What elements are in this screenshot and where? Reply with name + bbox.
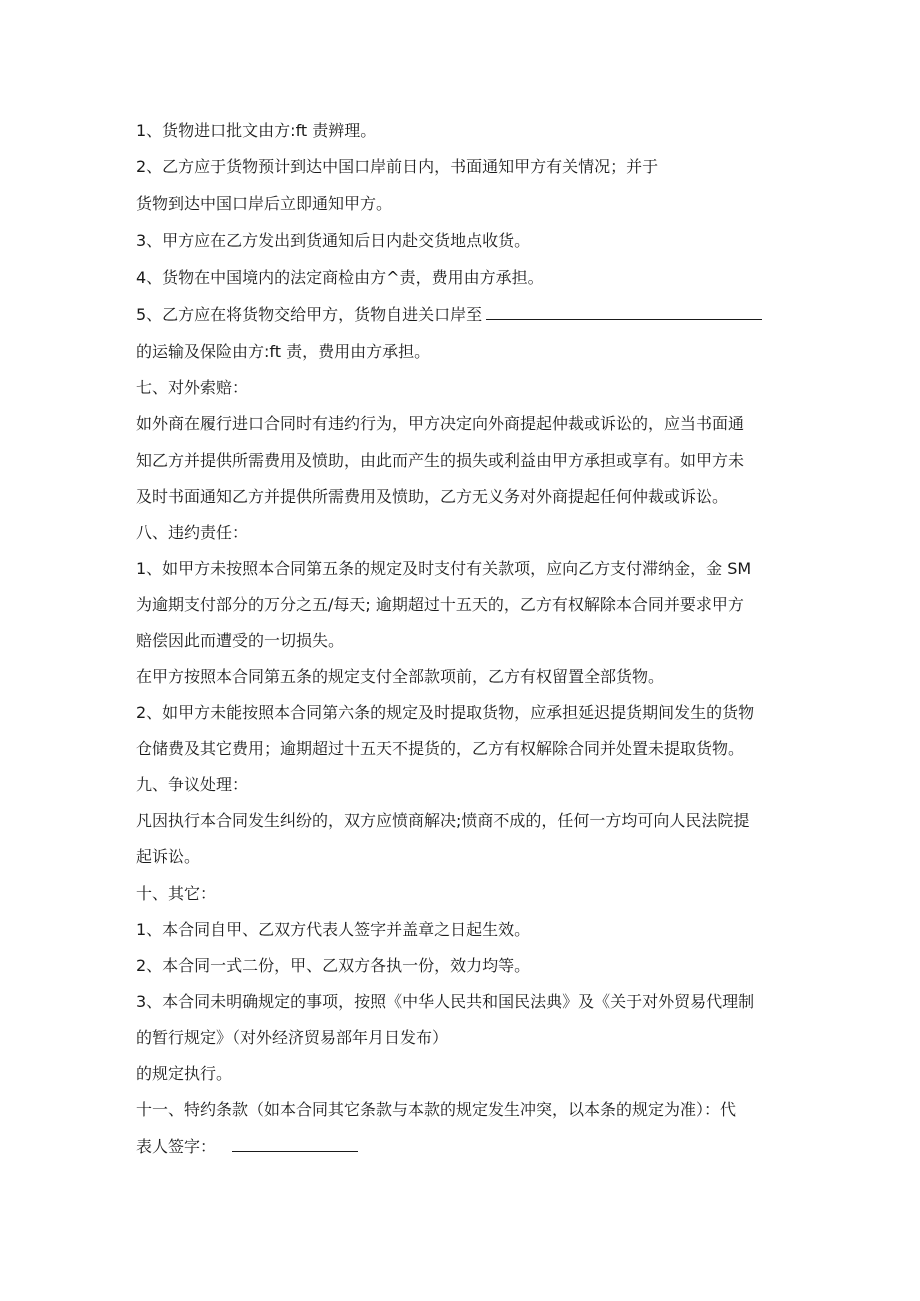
paragraph-line: 如外商在履行进口合同时有违约行为，甲方决定向外商提起仲裁或诉讼的，应当书面通 <box>136 414 745 433</box>
clause-7-item-2-cont: 货物到达中国口岸后立即通知甲方。 <box>136 194 393 213</box>
section-heading-11: 十一、特约条款（如本合同其它条款与本款的规定发生冲突，以本条的规定为准）：代 <box>136 1100 737 1119</box>
paragraph-line: 凡因执行本合同发生纠纷的，双方应愤商解决;愤商不成的，任何一方均可向人民法院提 <box>136 811 750 830</box>
blank-line <box>486 305 762 320</box>
clause-7-item-2: 2、乙方应于货物预计到达中国口岸前日内，书面通知甲方有关情况；并于 <box>136 157 659 176</box>
paragraph-line: 的暂行规定》（对外经济贸易部年月日发布） <box>136 1028 449 1047</box>
paragraph-line: 为逾期支付部分的万分之五/每天; 逾期超过十五天的，乙方有权解除本合同并要求甲方 <box>136 595 744 614</box>
clause-7-item-4: 4、货物在中国境内的法定商检由方^责，费用由方承担。 <box>136 268 544 287</box>
clause-7-item-5-cont: 的运输及保险由方:ft 责，费用由方承担。 <box>136 342 431 361</box>
paragraph-line: 的规定执行。 <box>136 1064 233 1083</box>
paragraph-line: 及时书面通知乙方并提供所需费用及愤助，乙方无义务对外商提起任何仲裁或诉讼。 <box>136 487 729 506</box>
section-heading-8: 八、违约责任： <box>136 523 249 542</box>
paragraph-line: 在甲方按照本合同第五条的规定支付全部款项前，乙方有权留置全部货物。 <box>136 667 665 686</box>
clause-7-item-5: 5、乙方应在将货物交给甲方，货物自进关口岸至 <box>136 304 762 326</box>
signature-line: 表人签字： <box>136 1136 358 1158</box>
signature-blank <box>232 1137 358 1152</box>
paragraph-line: 2、如甲方未能按照本合同第六条的规定及时提取货物，应承担延迟提货期间发生的货物 <box>136 703 755 722</box>
section-heading-9: 九、争议处理： <box>136 775 249 794</box>
paragraph-line: 仓储费及其它费用；逾期超过十五天不提货的，乙方有权解除合同并处置未提取货物。 <box>136 739 745 758</box>
paragraph-line: 起诉讼。 <box>136 847 201 866</box>
paragraph-line: 2、本合同一式二份，甲、乙双方各执一份，效力均等。 <box>136 956 531 975</box>
paragraph-line: 1、如甲方未按照本合同第五条的规定及时支付有关款项，应向乙方支付滞纳金，金 SM <box>136 559 752 578</box>
paragraph-line: 1、本合同自甲、乙双方代表人签字并盖章之日起生效。 <box>136 920 531 939</box>
paragraph-line: 3、本合同未明确规定的事项，按照《中华人民共和国民法典》及《关于对外贸易代理制 <box>136 992 755 1011</box>
clause-7-item-3: 3、甲方应在乙方发出到货通知后日内赴交货地点收货。 <box>136 231 531 250</box>
section-heading-10: 十、其它： <box>136 884 217 903</box>
section-heading-7: 七、对外索赔： <box>136 378 249 397</box>
paragraph-line: 知乙方并提供所需费用及愤助，由此而产生的损失或利益由甲方承担或享有。如甲方未 <box>136 451 745 470</box>
paragraph-line: 赔偿因此而遭受的一切损失。 <box>136 631 345 650</box>
clause-7-item-1: 1、货物进口批文由方:ft 责辨理。 <box>136 121 377 140</box>
